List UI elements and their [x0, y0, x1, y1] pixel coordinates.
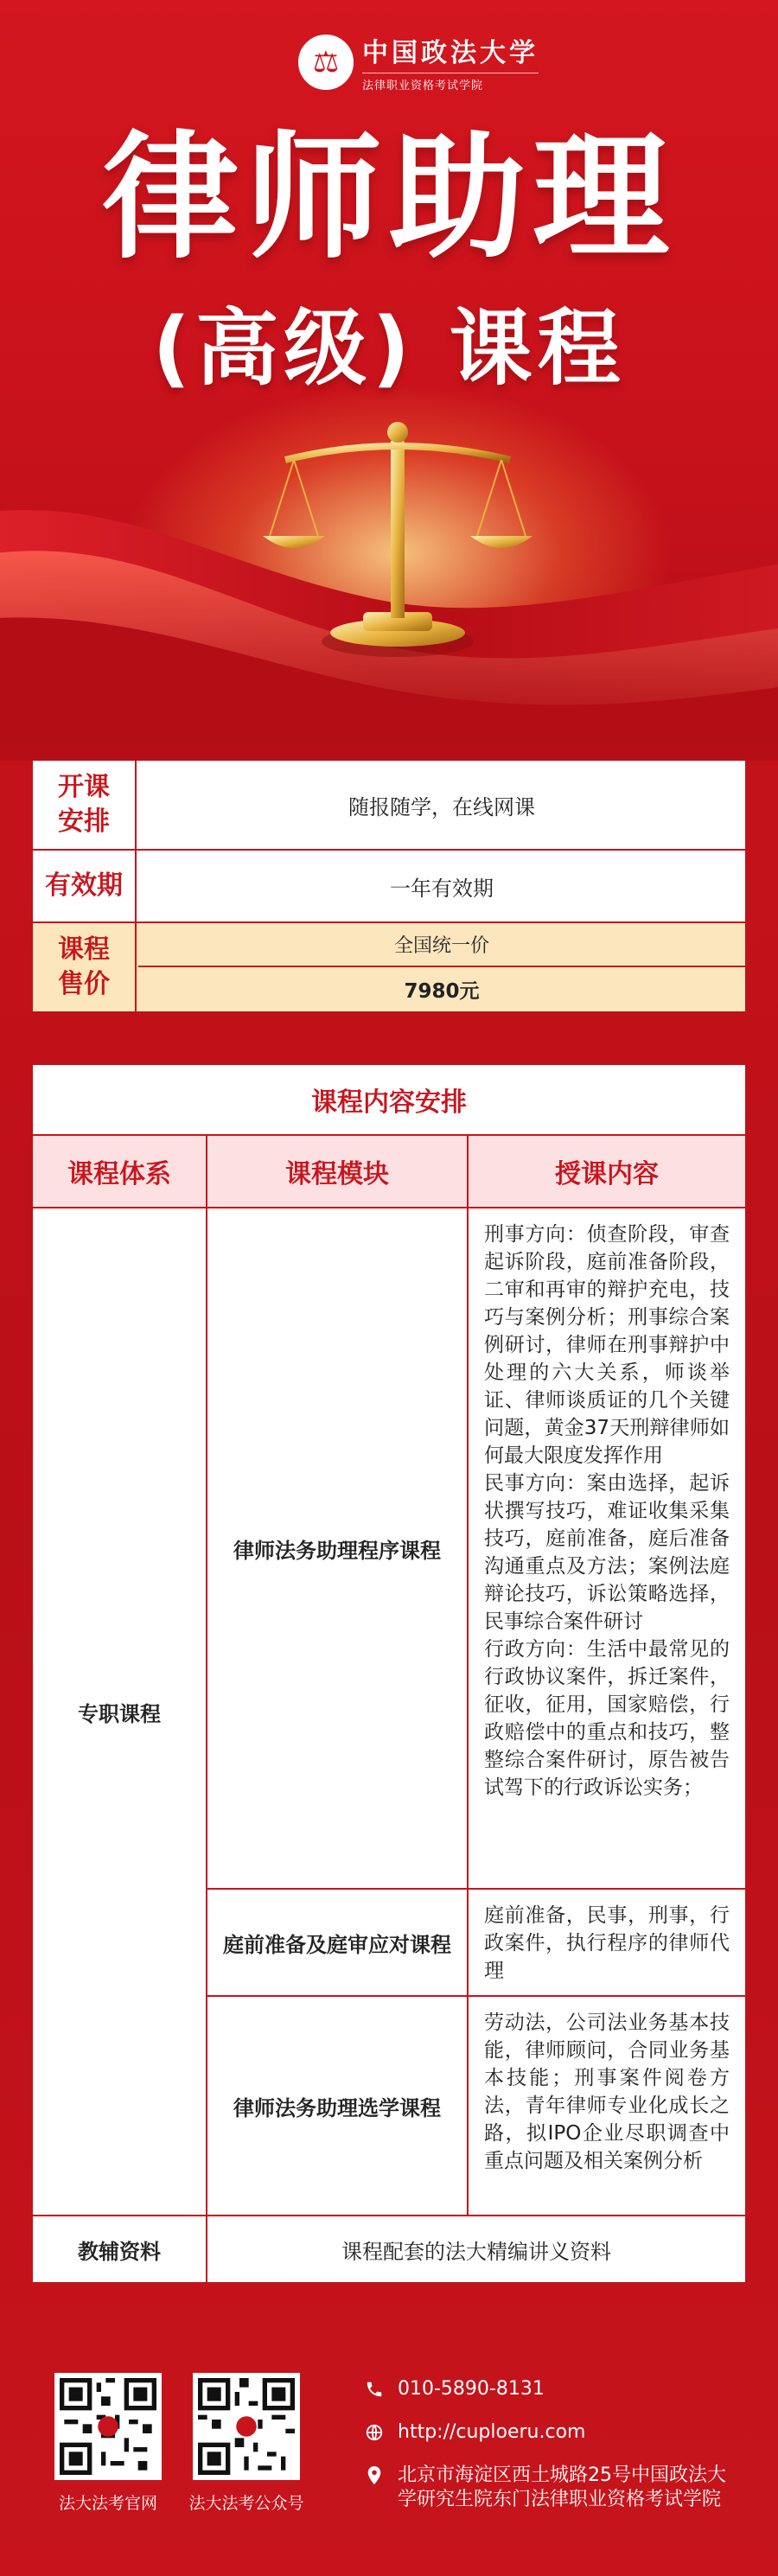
university-logo — [298, 31, 539, 92]
validity-value: 一年有效期 — [390, 876, 494, 901]
materials-label: 教辅资料 — [78, 2239, 161, 2264]
qr-official-site[interactable] — [48, 2373, 169, 2514]
address-text: 北京市海淀区西土城路25号中国政法大学研究生院东门法律职业资格考试学院 — [398, 2464, 726, 2510]
course-section-title: 课程内容安排 — [33, 1065, 745, 1136]
module-content-procedure: 刑事方向：侦查阶段，审查起诉阶段，庭前准备阶段，二审和再审的辩护充电，技巧与案例分析；刑事综合案例研讨，律师在刑事辩护中处理的六大关系，师谈举证、律师谈质证的几个关键问题，黄金37天刑辩律师如何最大限度发挥作用 民事方向：案由选择，起诉状撰写技巧，难证收集采集技巧，庭前准备，庭后准备沟通重点及方法；案例法庭辩论技巧，诉讼策略选择，民事综合案件研讨 行政方向：生活中最常见的行政协议案件，拆迁案件，征收，征用，国家赔偿，行政赔偿中的重点和技巧，整整综合案件研讨，原告被告试驾下的行政诉讼实务； — [484, 1223, 730, 1799]
qr-official-account[interactable] — [186, 2373, 307, 2514]
qr-label-account: 法大法考公众号 — [188, 2494, 304, 2513]
divider — [206, 1136, 207, 2282]
divider — [467, 1136, 469, 2216]
price-row — [33, 923, 745, 1011]
title-main: 律师助理 — [102, 118, 676, 277]
schedule-value: 随报随学，在线网课 — [348, 794, 535, 819]
course-content-table — [33, 1065, 745, 2282]
materials-value: 课程配套的法大精编讲义资料 — [341, 2239, 611, 2264]
module-content-elective: 劳动法，公司法业务基本技能，律师顾问，合同业务基本技能；刑事案件阅卷方法，青年律师专业化成长之路，拟IPO企业尽职调查中重点问题及相关案例分析 — [484, 2012, 730, 2172]
header-content: 授课内容 — [469, 1136, 745, 1207]
address-line — [363, 2464, 743, 2512]
module-name-procedure: 律师法务助理程序课程 — [233, 1538, 441, 1563]
qr-code[interactable] — [193, 2373, 300, 2480]
price-note: 全国统一价 — [138, 923, 745, 967]
contact-info — [363, 2377, 743, 2531]
seal-icon: ⚖ — [298, 35, 354, 90]
website-line[interactable] — [363, 2420, 743, 2445]
module-content-trial: 庭前准备，民事，刑事，行政案件，执行程序的律师代理 — [484, 1904, 730, 1982]
header-system: 课程体系 — [33, 1136, 206, 1207]
qr-code[interactable] — [54, 2373, 162, 2480]
phone-number: 010-5890-8131 — [398, 2378, 545, 2400]
qr-pattern — [198, 2378, 295, 2475]
module-name-elective: 律师法务助理选学课程 — [233, 2095, 441, 2120]
validity-row — [33, 851, 745, 923]
validity-label: 有效期 — [33, 851, 137, 921]
hero-banner — [0, 0, 778, 761]
price-amount: 7980元 — [404, 980, 480, 1003]
college-name: 法律职业资格考试学院 — [362, 73, 539, 92]
location-pin-icon — [363, 2464, 386, 2487]
schedule-row — [33, 761, 745, 851]
course-info-table — [33, 761, 745, 1011]
phone-icon — [363, 2378, 386, 2401]
website-url[interactable]: http://cuploeru.com — [398, 2421, 586, 2443]
globe-icon — [363, 2421, 386, 2444]
justice-scale-icon — [259, 406, 536, 666]
qr-label-site: 法大法考官网 — [58, 2494, 157, 2513]
phone-line[interactable] — [363, 2377, 743, 2401]
title-sub: (高级) 课程 — [152, 300, 626, 397]
module-name-trial: 庭前准备及庭审应对课程 — [223, 1932, 451, 1957]
system-cell: 专职课程 — [78, 1701, 161, 1726]
schedule-label: 开课 安排 — [33, 761, 137, 849]
university-name: 中国政法大学 — [362, 38, 539, 68]
header-module: 课程模块 — [207, 1136, 467, 1207]
qr-pattern — [60, 2378, 156, 2475]
price-label: 课程 售价 — [33, 923, 137, 1011]
